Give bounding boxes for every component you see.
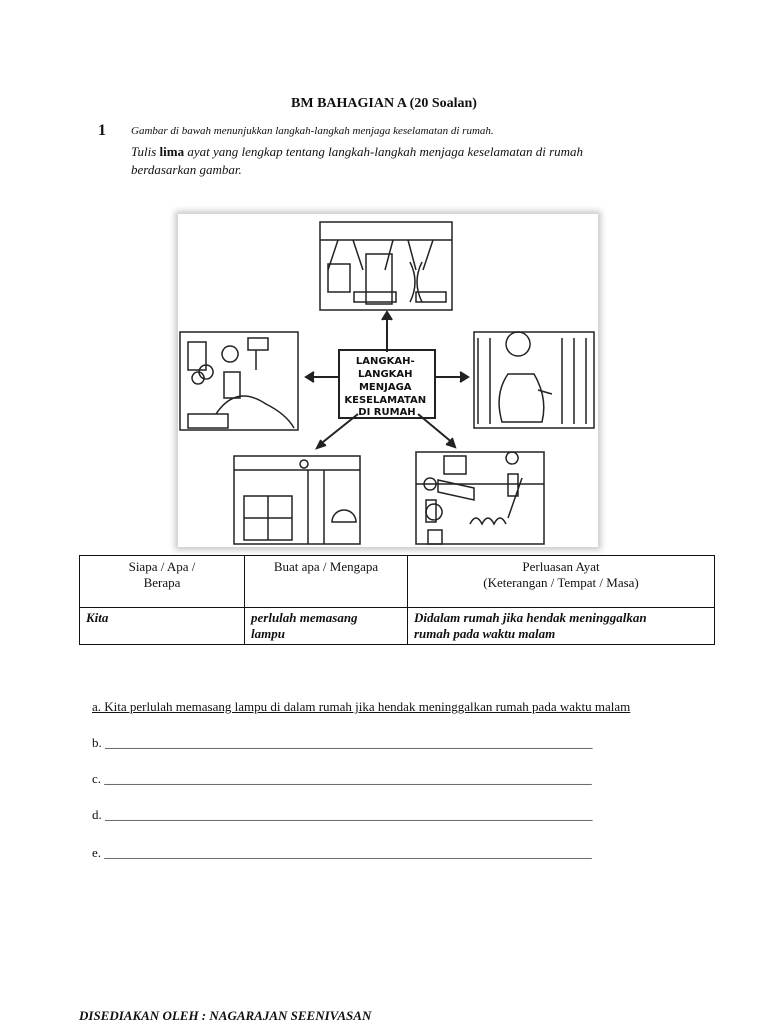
scene-kitchen	[180, 332, 298, 430]
table-header-row	[80, 556, 715, 608]
center-label-line: MENJAGA	[358, 382, 412, 393]
instruction-pre: Tulis	[131, 144, 160, 159]
instruction-post: ayat yang lengkap tentang langkah-langkah menjaga keselamatan di rumah berdasarkan gambar.	[131, 144, 584, 177]
answer-d[interactable]: d. ___________________________________________________________________________	[92, 807, 593, 822]
center-label	[344, 356, 429, 418]
header-line: Perluasan Ayat	[522, 559, 600, 574]
header-line: (Keterangan / Tempat / Masa)	[483, 575, 639, 590]
header-line: Siapa / Apa /	[128, 559, 196, 574]
header-who	[80, 556, 245, 608]
header-line: Berapa	[143, 575, 181, 590]
answer-c[interactable]: c. ___________________________________________________________________________	[92, 771, 592, 786]
header-line: Buat apa / Mengapa	[273, 559, 379, 574]
safety-illustration	[178, 214, 598, 547]
question-intro: Gambar di bawah menunjukkan langkah-langkah menjaga keselamatan di rumah.	[131, 125, 494, 137]
cell-line: perlulah memasang	[251, 610, 358, 625]
answer-b[interactable]: b. ___________________________________________________________________________	[92, 735, 593, 750]
instruction-bold: lima	[159, 144, 185, 159]
center-label-line: LANGKAH-	[355, 356, 415, 367]
center-label-line: DI RUMAH	[358, 407, 416, 418]
footer-author: DISEDIAKAN OLEH : NAGARAJAN SEENIVASAN	[79, 1008, 372, 1023]
cell-line: Kita	[86, 610, 109, 625]
cell-line: lampu	[251, 626, 285, 641]
cell-who	[80, 608, 245, 645]
sentence-table	[79, 555, 715, 645]
table-row	[80, 608, 715, 645]
cell-line: rumah pada waktu malam	[414, 626, 556, 641]
center-label-line: LANGKAH	[357, 369, 413, 380]
question-number: 1	[98, 122, 106, 139]
page-title: BM BAHAGIAN A (20 Soalan)	[291, 96, 477, 111]
scene-door	[474, 332, 594, 428]
scene-room-lamps	[320, 222, 452, 310]
cell-extension	[408, 608, 715, 645]
header-action	[245, 556, 408, 608]
question-instruction	[131, 143, 621, 179]
answer-a: a. Kita perlulah memasang lampu di dalam rumah jika hendak meninggalkan rumah pada waktu malam	[92, 699, 631, 714]
cell-action	[245, 608, 408, 645]
center-label-line: KESELAMATAN	[344, 395, 427, 406]
header-extension	[408, 556, 715, 608]
scene-children	[416, 452, 544, 544]
answer-e[interactable]: e. ___________________________________________________________________________	[92, 845, 592, 860]
illustration-drawing	[178, 214, 598, 547]
cell-line: Didalam rumah jika hendak meninggalkan	[414, 610, 647, 625]
scene-house	[234, 456, 360, 544]
